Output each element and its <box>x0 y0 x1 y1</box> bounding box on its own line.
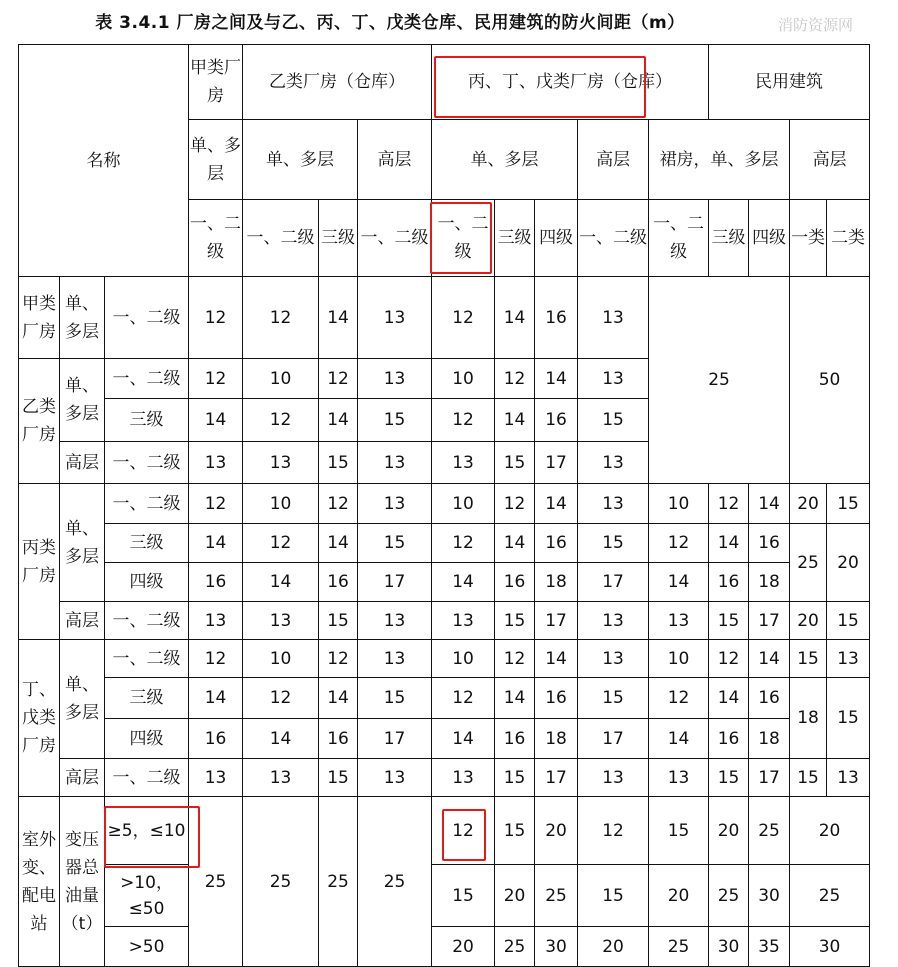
cell: 14 <box>749 640 790 678</box>
cell: 12 <box>319 484 358 524</box>
row-grade: 三级 <box>105 399 189 442</box>
cell: 17 <box>358 719 432 759</box>
cell: 10 <box>432 640 495 678</box>
cell: 13 <box>358 442 432 484</box>
cell: 14 <box>319 399 358 442</box>
row-grade: 一、二级 <box>105 484 189 524</box>
cell: 14 <box>535 484 578 524</box>
row-group-yi: 乙类厂房 <box>19 359 60 484</box>
cell: 13 <box>432 759 495 797</box>
cell: 14 <box>319 524 358 563</box>
cell: 15 <box>790 759 827 797</box>
cell: 14 <box>709 678 749 719</box>
cell: 20 <box>495 865 535 927</box>
grade-min-12: 一、二级 <box>649 200 709 277</box>
cell: 18 <box>749 563 790 602</box>
row-grade: 一、二级 <box>105 602 189 640</box>
row-sub-ding-dan: 单、多层 <box>60 640 105 759</box>
cell: 14 <box>243 719 319 759</box>
cell: 13 <box>243 759 319 797</box>
cell: 20 <box>535 797 578 865</box>
row-grade: 四级 <box>105 719 189 759</box>
header-yi-gao: 高层 <box>358 120 432 200</box>
cell: 15 <box>827 602 870 640</box>
cell: 12 <box>189 359 243 399</box>
header-min-qun: 裙房，单、多层 <box>649 120 790 200</box>
cell: 25 <box>749 797 790 865</box>
merged-cell: 15 <box>827 678 870 759</box>
cell: 10 <box>243 359 319 399</box>
row-sub-yi-gao: 高层 <box>60 442 105 484</box>
cell: 13 <box>827 640 870 678</box>
table-title: 表 3.4.1 厂房之间及与乙、丙、丁、戊类仓库、民用建筑的防火间距（m） <box>95 13 685 33</box>
cell: 13 <box>578 484 649 524</box>
cell: 12 <box>319 640 358 678</box>
cell: 14 <box>432 719 495 759</box>
cell: 10 <box>432 484 495 524</box>
cell: 25 <box>535 865 578 927</box>
cell: 13 <box>189 759 243 797</box>
header-yi: 乙类厂房（仓库） <box>243 45 432 120</box>
cell: 14 <box>709 524 749 563</box>
cell: 30 <box>749 865 790 927</box>
cell: 10 <box>432 359 495 399</box>
row-grade: 四级 <box>105 563 189 602</box>
cell: 14 <box>319 277 358 359</box>
cell: 15 <box>578 399 649 442</box>
cell: 13 <box>649 602 709 640</box>
grade-yi-gao-12: 一、二级 <box>358 200 432 277</box>
cell: 15 <box>578 865 649 927</box>
merged-cell: 20 <box>790 797 870 865</box>
merged-cell: 20 <box>827 524 870 602</box>
cell: 15 <box>495 602 535 640</box>
row-sub-bing-gao: 高层 <box>60 602 105 640</box>
cell: 17 <box>578 719 649 759</box>
cell: 12 <box>432 399 495 442</box>
cell: 12 <box>189 277 243 359</box>
cell: 15 <box>319 759 358 797</box>
cell: 14 <box>243 563 319 602</box>
cell: 14 <box>495 399 535 442</box>
cell: 12 <box>189 640 243 678</box>
grade-min-4: 四级 <box>749 200 790 277</box>
cell: 16 <box>749 524 790 563</box>
row-oil-1: ≥5，≤10 <box>105 797 189 865</box>
cell: 15 <box>319 602 358 640</box>
merged-cell: 25 <box>649 277 790 484</box>
cell: 15 <box>709 759 749 797</box>
row-sub-oil: 变压器总油量（t） <box>60 797 105 967</box>
row-grade: 一、二级 <box>105 640 189 678</box>
cell: 14 <box>432 563 495 602</box>
cell: 13 <box>827 759 870 797</box>
cell: 14 <box>535 640 578 678</box>
row-sub-bing-dan: 单、多层 <box>60 484 105 602</box>
cell: 14 <box>495 524 535 563</box>
cell: 13 <box>432 602 495 640</box>
cell: 13 <box>358 359 432 399</box>
cell: 12 <box>495 640 535 678</box>
cell: 15 <box>432 865 495 927</box>
grade-min-c1: 一类 <box>790 200 827 277</box>
cell: 15 <box>358 524 432 563</box>
header-bing-dan: 单、多层 <box>432 120 578 200</box>
row-oil-2: >10，≤50 <box>105 865 189 927</box>
cell: 16 <box>319 719 358 759</box>
cell: 16 <box>319 563 358 602</box>
grade-min-c2: 二类 <box>827 200 870 277</box>
cell: 13 <box>189 442 243 484</box>
cell: 25 <box>709 865 749 927</box>
fire-distance-table <box>18 44 870 967</box>
cell: 13 <box>578 359 649 399</box>
cell: 17 <box>578 563 649 602</box>
grade-min-3: 三级 <box>709 200 749 277</box>
cell: 13 <box>358 484 432 524</box>
merged-cell: 25 <box>243 797 319 967</box>
cell: 20 <box>649 865 709 927</box>
row-sub-jia-dan: 单、多层 <box>60 277 105 359</box>
cell: 14 <box>649 563 709 602</box>
cell: 16 <box>749 678 790 719</box>
cell: 30 <box>709 927 749 967</box>
cell: 15 <box>495 442 535 484</box>
cell: 17 <box>535 759 578 797</box>
cell: 12 <box>495 359 535 399</box>
cell: 25 <box>649 927 709 967</box>
cell: 14 <box>535 359 578 399</box>
header-jia-dan: 单、多层 <box>189 120 243 200</box>
cell: 16 <box>495 719 535 759</box>
row-grade: 一、二级 <box>105 277 189 359</box>
row-grade: 三级 <box>105 524 189 563</box>
cell: 12 <box>649 678 709 719</box>
cell: 15 <box>495 797 535 865</box>
cell: 13 <box>243 602 319 640</box>
cell: 12 <box>432 678 495 719</box>
cell: 12 <box>432 797 495 865</box>
row-grade: 一、二级 <box>105 442 189 484</box>
cell: 15 <box>649 797 709 865</box>
cell: 15 <box>358 399 432 442</box>
row-oil-3: >50 <box>105 927 189 967</box>
cell: 14 <box>319 678 358 719</box>
cell: 12 <box>243 678 319 719</box>
cell: 15 <box>358 678 432 719</box>
cell: 14 <box>189 524 243 563</box>
cell: 16 <box>189 719 243 759</box>
cell: 18 <box>749 719 790 759</box>
cell: 16 <box>709 719 749 759</box>
cell: 30 <box>535 927 578 967</box>
cell: 17 <box>358 563 432 602</box>
grade-yi-12: 一、二级 <box>243 200 319 277</box>
cell: 20 <box>578 927 649 967</box>
cell: 16 <box>535 399 578 442</box>
header-min: 民用建筑 <box>709 45 870 120</box>
cell: 15 <box>790 640 827 678</box>
merged-cell: 18 <box>790 678 827 759</box>
cell: 17 <box>749 759 790 797</box>
cell: 12 <box>189 484 243 524</box>
row-group-substation: 室外变、配电站 <box>19 797 60 967</box>
cell: 17 <box>749 602 790 640</box>
merged-cell: 25 <box>790 865 870 927</box>
grade-bing-4: 四级 <box>535 200 578 277</box>
row-grade: 一、二级 <box>105 359 189 399</box>
merged-cell: 25 <box>319 797 358 967</box>
grade-yi-3: 三级 <box>319 200 358 277</box>
cell: 14 <box>495 678 535 719</box>
cell: 14 <box>189 399 243 442</box>
cell: 10 <box>649 484 709 524</box>
cell: 12 <box>709 640 749 678</box>
cell: 20 <box>790 602 827 640</box>
cell: 16 <box>535 524 578 563</box>
merged-cell: 25 <box>189 797 243 967</box>
cell: 13 <box>358 759 432 797</box>
cell: 14 <box>649 719 709 759</box>
cell: 13 <box>578 602 649 640</box>
header-name: 名称 <box>19 45 189 277</box>
merged-cell: 25 <box>790 524 827 602</box>
cell: 15 <box>319 442 358 484</box>
row-grade: 一、二级 <box>105 759 189 797</box>
cell: 10 <box>243 484 319 524</box>
merged-cell: 25 <box>358 797 432 967</box>
cell: 13 <box>358 277 432 359</box>
cell: 20 <box>790 484 827 524</box>
merged-cell: 30 <box>790 927 870 967</box>
cell: 12 <box>319 359 358 399</box>
row-sub-yi-dan: 单、多层 <box>60 359 105 442</box>
cell: 10 <box>649 640 709 678</box>
watermark: 消防资源网 <box>778 16 854 34</box>
cell: 12 <box>432 277 495 359</box>
cell: 12 <box>709 484 749 524</box>
cell: 13 <box>578 442 649 484</box>
cell: 16 <box>535 678 578 719</box>
cell: 12 <box>243 277 319 359</box>
header-bing: 丙、丁、戊类厂房（仓库） <box>432 45 709 120</box>
cell: 18 <box>535 719 578 759</box>
cell: 15 <box>709 602 749 640</box>
cell: 35 <box>749 927 790 967</box>
cell: 13 <box>358 602 432 640</box>
cell: 16 <box>709 563 749 602</box>
cell: 13 <box>649 759 709 797</box>
header-jia: 甲类厂房 <box>189 45 243 120</box>
cell: 17 <box>535 602 578 640</box>
row-group-jia: 甲类厂房 <box>19 277 60 359</box>
cell: 20 <box>432 927 495 967</box>
cell: 12 <box>578 797 649 865</box>
cell: 15 <box>827 484 870 524</box>
cell: 12 <box>243 399 319 442</box>
cell: 13 <box>189 602 243 640</box>
cell: 15 <box>495 759 535 797</box>
cell: 13 <box>432 442 495 484</box>
cell: 10 <box>243 640 319 678</box>
cell: 16 <box>495 563 535 602</box>
cell: 20 <box>709 797 749 865</box>
cell: 18 <box>535 563 578 602</box>
cell: 12 <box>243 524 319 563</box>
cell: 14 <box>189 678 243 719</box>
cell: 14 <box>749 484 790 524</box>
grade-bing-3: 三级 <box>495 200 535 277</box>
cell: 16 <box>535 277 578 359</box>
cell: 13 <box>358 640 432 678</box>
row-grade: 三级 <box>105 678 189 719</box>
cell: 13 <box>243 442 319 484</box>
cell: 12 <box>495 484 535 524</box>
grade-bing-gao-12: 一、二级 <box>578 200 649 277</box>
cell: 12 <box>649 524 709 563</box>
cell: 12 <box>432 524 495 563</box>
cell: 15 <box>578 678 649 719</box>
cell: 25 <box>495 927 535 967</box>
cell: 14 <box>495 277 535 359</box>
cell: 15 <box>578 524 649 563</box>
cell: 13 <box>578 640 649 678</box>
row-sub-ding-gao: 高层 <box>60 759 105 797</box>
cell: 17 <box>535 442 578 484</box>
merged-cell: 50 <box>790 277 870 484</box>
cell: 13 <box>578 759 649 797</box>
row-group-ding: 丁、戊类厂房 <box>19 640 60 797</box>
header-bing-gao: 高层 <box>578 120 649 200</box>
cell: 13 <box>578 277 649 359</box>
cell: 16 <box>189 563 243 602</box>
grade-bing-12: 一、二级 <box>432 200 495 277</box>
grade-jia-12: 一、二级 <box>189 200 243 277</box>
header-min-gao: 高层 <box>790 120 870 200</box>
header-yi-dan: 单、多层 <box>243 120 358 200</box>
row-group-bing: 丙类厂房 <box>19 484 60 640</box>
